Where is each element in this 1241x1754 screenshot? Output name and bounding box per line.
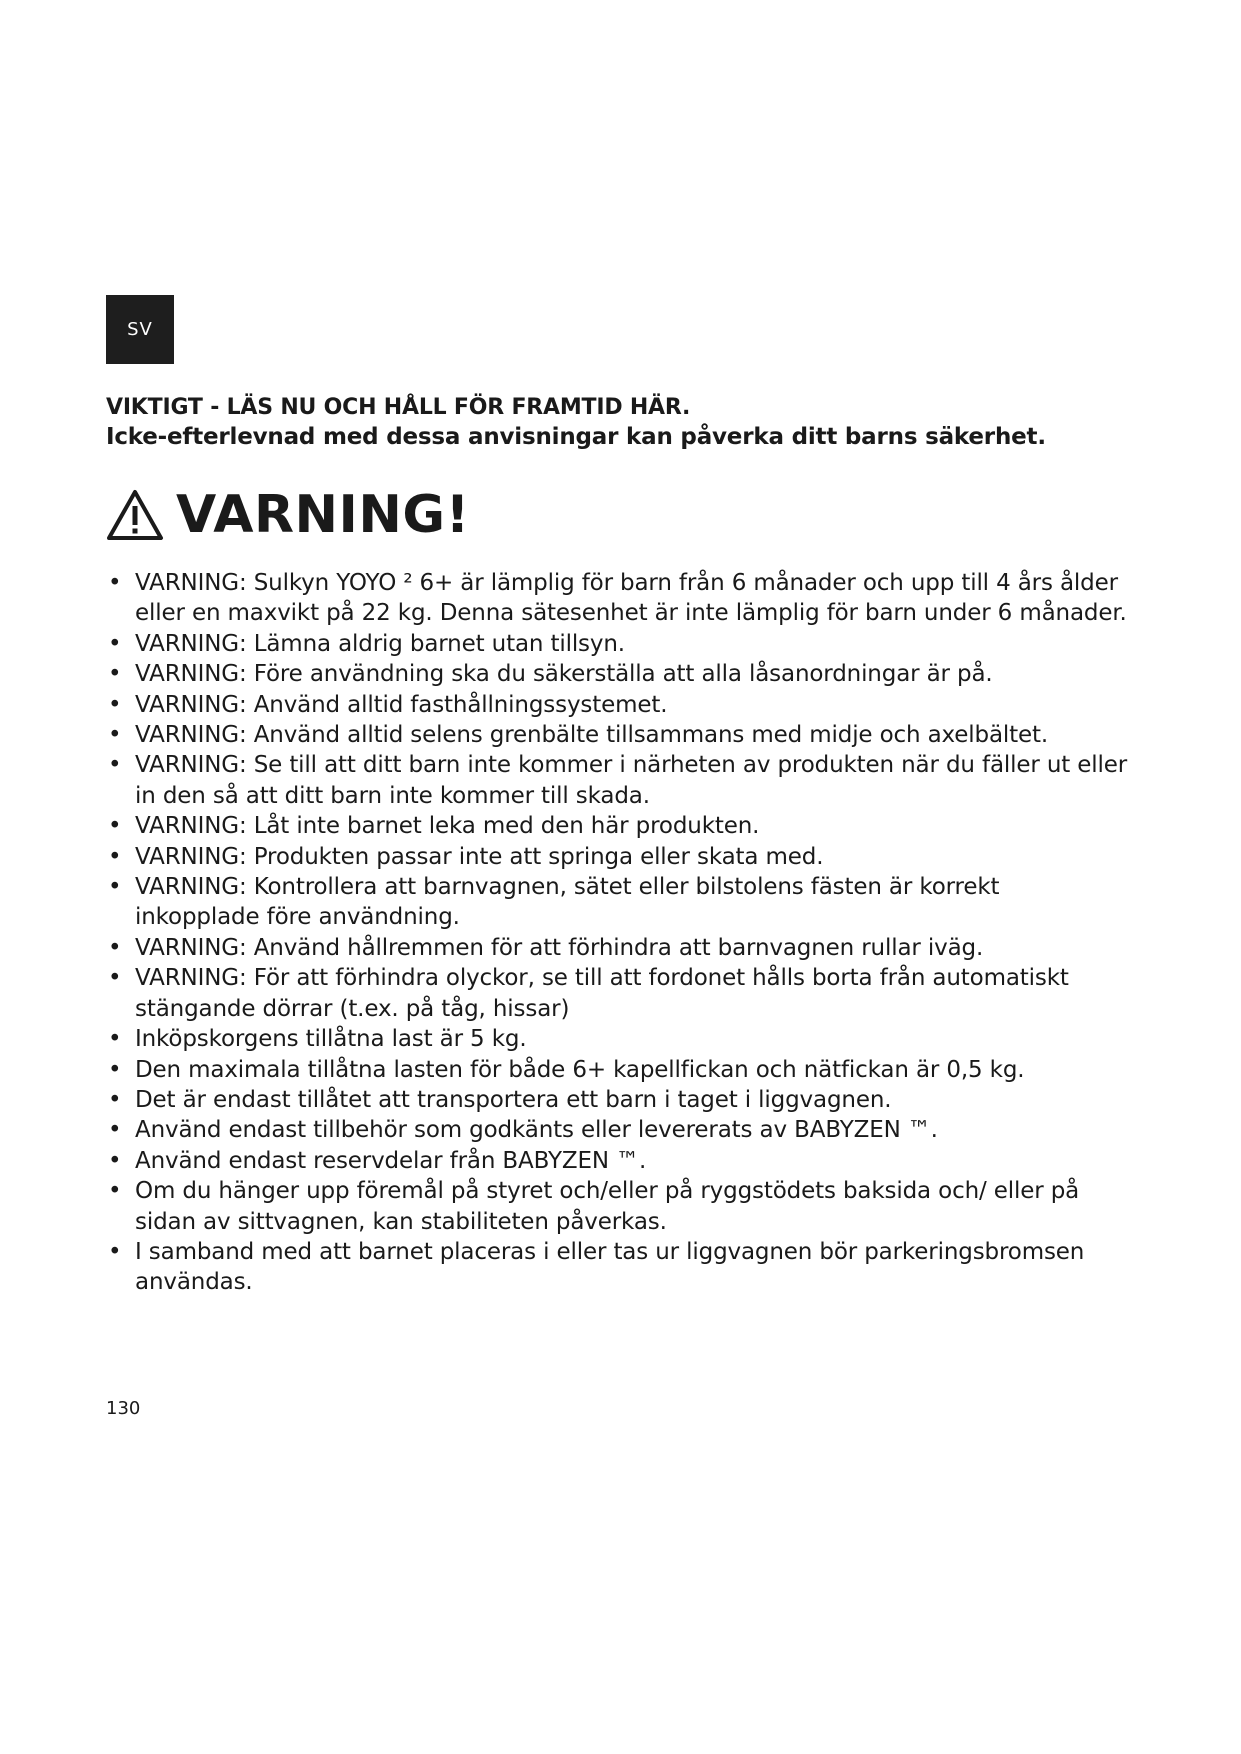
warning-title: VARNING!	[176, 485, 470, 545]
list-item	[108, 842, 1128, 872]
list-item	[108, 872, 1128, 933]
language-badge: SV	[106, 295, 174, 364]
bullet-icon: •	[108, 965, 122, 992]
list-item	[108, 659, 1128, 689]
list-item	[108, 1146, 1128, 1176]
bullet-icon: •	[108, 1178, 122, 1205]
bullet-icon: •	[108, 843, 122, 870]
bullet-icon: •	[108, 752, 122, 779]
bullet-icon: •	[108, 630, 122, 657]
bullet-icon: •	[108, 874, 122, 901]
list-item	[108, 750, 1128, 811]
bullet-icon: •	[108, 934, 122, 961]
page-number: 130	[106, 1398, 141, 1419]
bullet-icon: •	[108, 1086, 122, 1113]
list-item	[108, 1176, 1128, 1237]
bullet-icon: •	[108, 722, 122, 749]
list-item-text: VARNING: Sulkyn YOYO ² 6+ är lämplig för barn från 6 månader och upp till 4 års ålder eller en maxvikt på 22 kg. Denna sätesenhet är inte lämplig för barn under 6 månader.	[135, 570, 1127, 627]
list-item-text: Använd endast reservdelar från BABYZEN ™.	[135, 1147, 647, 1174]
list-item-text: VARNING: För att förhindra olyckor, se till att fordonet hålls borta från automatiskt stängande dörrar (t.ex. på tåg, hissar)	[135, 965, 1069, 1022]
bullet-icon: •	[108, 1056, 122, 1083]
important-heading: VIKTIGT - LÄS NU OCH HÅLL FÖR FRAMTID HÄR.	[106, 395, 691, 420]
warning-list	[108, 568, 1128, 1298]
list-item-text: Använd endast tillbehör som godkänts eller levererats av BABYZEN ™.	[135, 1117, 938, 1144]
important-subheading: Icke-efterlevnad med dessa anvisningar kan påverka ditt barns säkerhet.	[106, 424, 1046, 450]
list-item-text: VARNING: Använd alltid selens grenbälte tillsammans med midje och axelbältet.	[135, 722, 1049, 749]
list-item	[108, 811, 1128, 841]
list-item-text: VARNING: Se till att ditt barn inte kommer i närheten av produkten när du fäller ut eller in den så att ditt barn inte kommer till skada.	[135, 752, 1128, 809]
list-item	[108, 1237, 1128, 1298]
list-item-text: VARNING: Kontrollera att barnvagnen, sätet eller bilstolens fästen är korrekt inkopplade före användning.	[135, 874, 1000, 931]
list-item-text: VARNING: Låt inte barnet leka med den här produkten.	[135, 813, 760, 840]
list-item-text: Det är endast tillåtet att transportera ett barn i taget i liggvagnen.	[135, 1086, 892, 1113]
bullet-icon: •	[108, 1026, 122, 1053]
bullet-icon: •	[108, 813, 122, 840]
list-item-text: VARNING: Produkten passar inte att springa eller skata med.	[135, 843, 824, 870]
list-item-text: VARNING: Använd hållremmen för att förhindra att barnvagnen rullar iväg.	[135, 934, 984, 961]
list-item-text: Om du hänger upp föremål på styret och/eller på ryggstödets baksida och/ eller på sidan av sittvagnen, kan stabiliteten påverkas.	[135, 1178, 1080, 1235]
list-item-text: VARNING: Lämna aldrig barnet utan tillsyn.	[135, 630, 625, 657]
warning-heading	[106, 484, 470, 546]
list-item-text: Inköpskorgens tillåtna last är 5 kg.	[135, 1026, 527, 1053]
list-item	[108, 1055, 1128, 1085]
list-item-text: Den maximala tillåtna lasten för både 6+ kapellfickan och nätfickan är 0,5 kg.	[135, 1056, 1025, 1083]
list-item	[108, 690, 1128, 720]
list-item-text: VARNING: Använd alltid fasthållningssystemet.	[135, 691, 668, 718]
warning-triangle-icon	[106, 489, 164, 541]
list-item	[108, 720, 1128, 750]
list-item	[108, 1115, 1128, 1145]
list-item	[108, 629, 1128, 659]
bullet-icon: •	[108, 661, 122, 688]
bullet-icon: •	[108, 1117, 122, 1144]
bullet-icon: •	[108, 570, 122, 596]
important-notice	[106, 394, 1166, 452]
bullet-icon: •	[108, 1147, 122, 1174]
list-item	[108, 1024, 1128, 1054]
bullet-icon: •	[108, 1238, 122, 1265]
list-item	[108, 963, 1128, 1024]
list-item-text: I samband med att barnet placeras i eller tas ur liggvagnen bör parkeringsbromsen användas.	[135, 1238, 1085, 1296]
bullet-icon: •	[108, 691, 122, 718]
list-item	[108, 568, 1128, 629]
list-item	[108, 1085, 1128, 1115]
list-item	[108, 933, 1128, 963]
list-item-text: VARNING: Före användning ska du säkerställa att alla låsanordningar är på.	[135, 661, 993, 688]
